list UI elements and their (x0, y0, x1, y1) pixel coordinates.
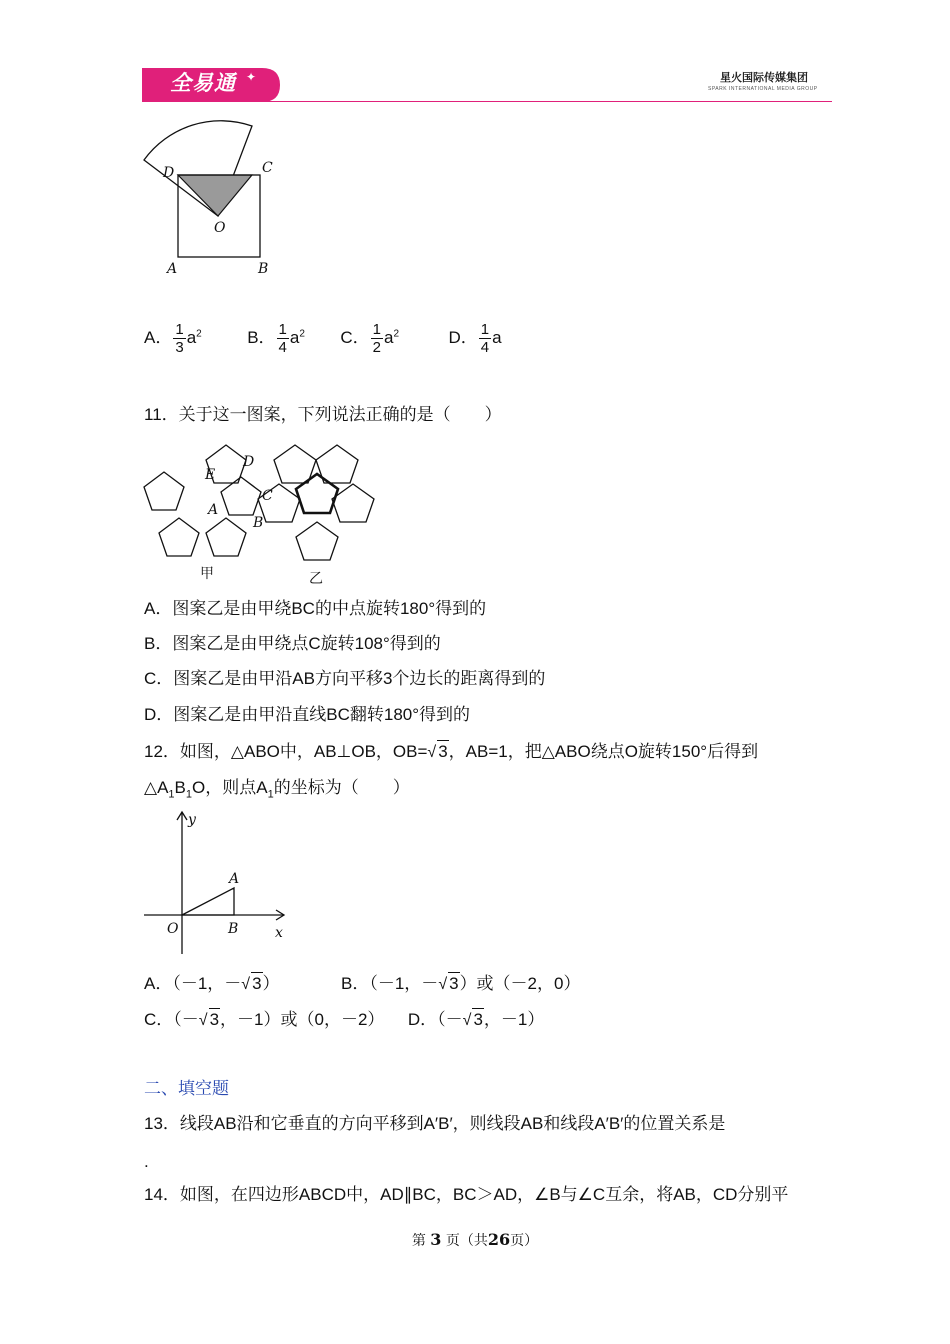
label-O: O (167, 921, 179, 937)
q11-option-c[interactable]: C．图案乙是由甲沿AB方向平移3个边长的距离得到的 (144, 669, 546, 688)
q12-option-b[interactable]: B．（－1，－√ 3）或（－2，0） (341, 974, 581, 993)
q10-options (144, 314, 502, 358)
page-footer: 第 3 页（共26页） (411, 1230, 539, 1249)
label-C: C (262, 160, 273, 176)
logo-star-icon: ✦ (246, 70, 257, 84)
q12-stem: 12．如图，△ABO中，AB⊥OB，OB=√ 3，AB=1，把△ABO绕点O旋转150°后得到 (144, 742, 759, 761)
q12-option-a[interactable]: A．（－1，－√ 3） (144, 974, 280, 993)
axis-label-y: y (188, 812, 196, 828)
label-B: B (258, 261, 269, 277)
q11-option-d[interactable]: D．图案乙是由甲沿直线BC翻转180°得到的 (144, 705, 471, 724)
page-number: 3 (430, 1230, 442, 1249)
q10-option-d[interactable]: D． $\frac{1}{4}$ a (448, 320, 502, 356)
section-title-fill-blank: 二、填空题 (144, 1079, 229, 1098)
publisher-subtitle: SPARK INTERNATIONAL MEDIA GROUP (708, 86, 818, 92)
q11-stem: 11．关于这一图案，下列说法正确的是（ ） (144, 405, 502, 424)
q10-option-a[interactable]: A． $\frac{1}{3}$ $a^2$ (144, 320, 202, 356)
q13-blank-end: . (144, 1152, 149, 1171)
axis-label-x: x (275, 925, 283, 941)
label-O: O (214, 220, 226, 236)
fraction: $\frac{1}{4}$ (480, 320, 490, 356)
q12-options-row1 (144, 972, 580, 996)
q10-option-c[interactable]: C． $\frac{1}{2}$ $a^2$ (340, 320, 400, 356)
label-yi: 乙 (309, 571, 323, 587)
label-D: D (243, 454, 255, 470)
label-E: E (205, 467, 216, 483)
q10-option-b[interactable]: B． $\frac{1}{4}$ $a^2$ (247, 320, 305, 356)
label-jia: 甲 (200, 566, 214, 582)
page-total: 26 (487, 1230, 511, 1249)
fraction: $\frac{1}{2}$ (372, 320, 381, 356)
label-C: C (262, 488, 273, 504)
label-A: A (229, 871, 240, 887)
q12-options-row2 (144, 1008, 544, 1032)
figure-coordinate-triangle (138, 806, 294, 956)
header-rule (142, 101, 832, 102)
label-A: A (208, 502, 219, 518)
logo-text: 全易通 (170, 72, 236, 95)
q13-stem: 13．线段AB沿和它垂直的方向平移到A′B′，则线段AB和线段A′B′的位置关系是 (144, 1114, 726, 1133)
publisher-name: 星火国际传媒集团 (720, 72, 808, 84)
label-B: B (228, 921, 239, 937)
figure-pentagon-patterns (136, 436, 392, 588)
label-D: D (163, 165, 175, 181)
q12-option-c[interactable]: C．（－√ 3，－1）或（0，－2） (144, 1010, 385, 1029)
q11-option-b[interactable]: B．图案乙是由甲绕点C旋转108°得到的 (144, 634, 441, 653)
label-B: B (253, 515, 264, 531)
figure-square-sector (136, 118, 286, 282)
q14-stem: 14．如图，在四边形ABCD中，AD∥BC，BC＞AD，∠B与∠C互余，将AB，CD分别平 (144, 1185, 789, 1204)
fraction: $\frac{1}{3}$ (175, 320, 184, 356)
label-A: A (167, 261, 178, 277)
fraction: $\frac{1}{4}$ (278, 320, 287, 356)
q12-option-d[interactable]: D．（－√ 3，－1） (407, 1010, 545, 1029)
q11-option-a[interactable]: A．图案乙是由甲绕BC的中点旋转180°得到的 (144, 599, 487, 618)
q12-stem-line2: $\triangle A_1B_1O$，则点$A_1$的坐标为（ ） (144, 778, 410, 801)
